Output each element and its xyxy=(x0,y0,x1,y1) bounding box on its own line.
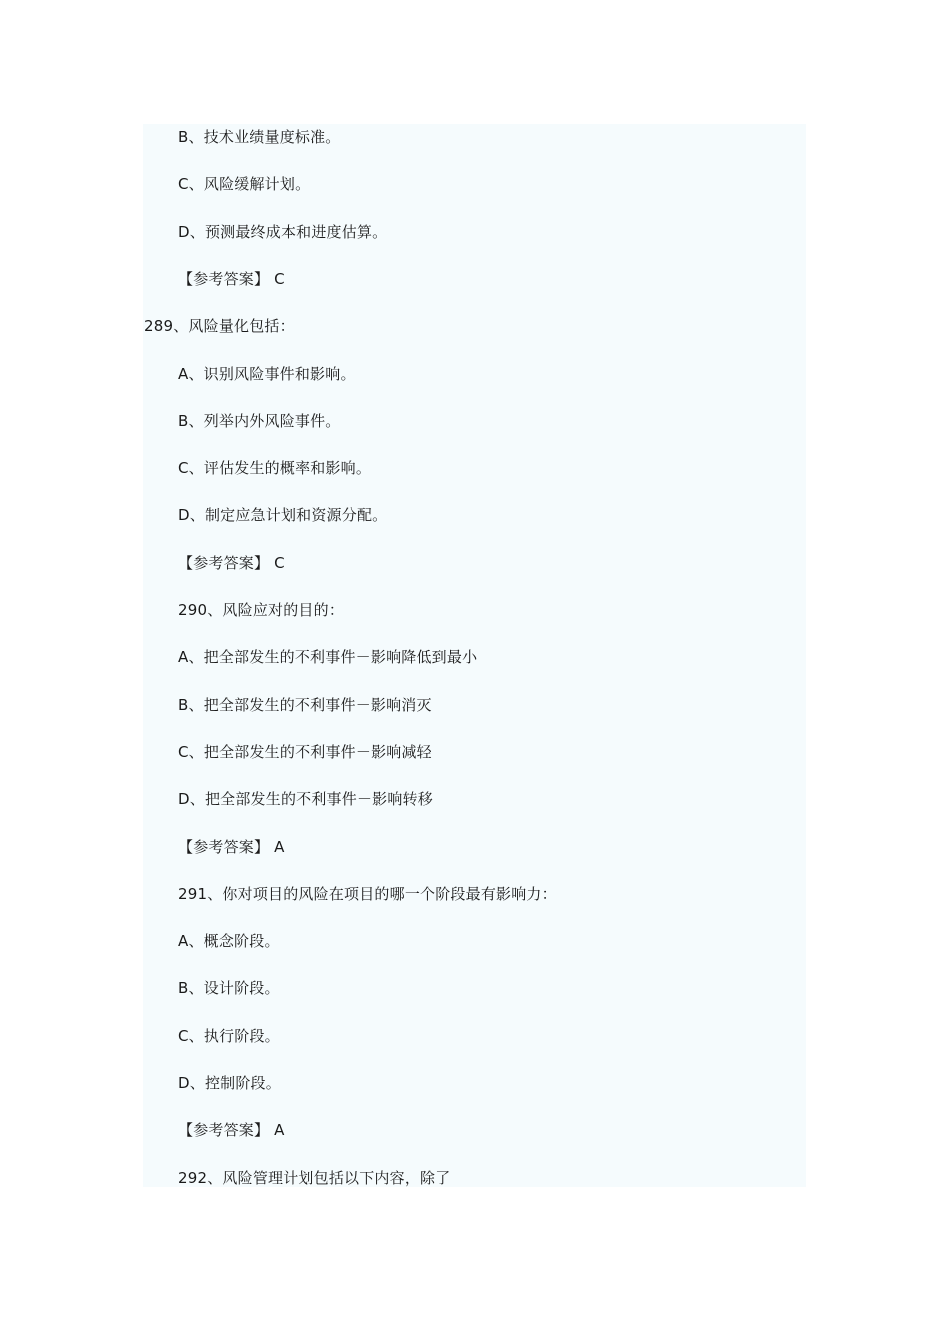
question-line: 290、风险应对的目的： xyxy=(178,601,345,619)
option-line: B、列举内外风险事件。 xyxy=(178,412,341,430)
option-line: D、制定应急计划和资源分配。 xyxy=(178,506,388,524)
option-line: C、执行阶段。 xyxy=(178,1027,280,1045)
question-line: 289、风险量化包括： xyxy=(144,317,295,335)
option-line: C、把全部发生的不利事件－影响减轻 xyxy=(178,743,432,761)
question-line: 292、风险管理计划包括以下内容，除了 xyxy=(178,1169,451,1187)
option-line: C、评估发生的概率和影响。 xyxy=(178,459,372,477)
option-line: A、概念阶段。 xyxy=(178,932,280,950)
option-line: B、设计阶段。 xyxy=(178,979,280,997)
question-line: 291、你对项目的风险在项目的哪一个阶段最有影响力： xyxy=(178,885,557,903)
answer-line: 【参考答案】 A xyxy=(178,1121,285,1139)
answer-line: 【参考答案】 C xyxy=(178,270,285,288)
option-line: A、识别风险事件和影响。 xyxy=(178,365,356,383)
option-line: A、把全部发生的不利事件－影响降低到最小 xyxy=(178,648,478,666)
answer-line: 【参考答案】 C xyxy=(178,554,285,572)
option-line: B、技术业绩量度标准。 xyxy=(178,128,341,146)
option-line: C、风险缓解计划。 xyxy=(178,175,311,193)
option-line: D、控制阶段。 xyxy=(178,1074,281,1092)
option-line: D、预测最终成本和进度估算。 xyxy=(178,223,388,241)
answer-line: 【参考答案】 A xyxy=(178,838,285,856)
option-line: D、把全部发生的不利事件－影响转移 xyxy=(178,790,433,808)
option-line: B、把全部发生的不利事件－影响消灭 xyxy=(178,696,432,714)
